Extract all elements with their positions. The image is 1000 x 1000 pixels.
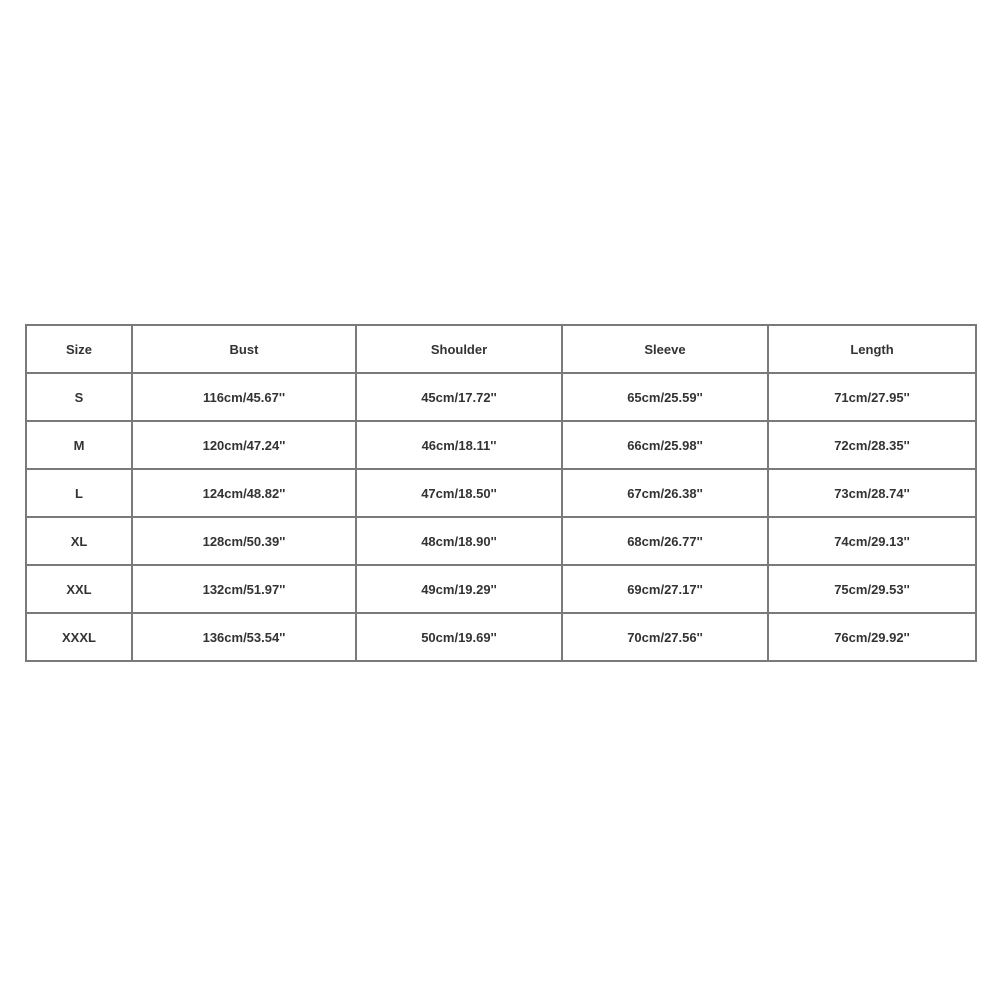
length-cell: 72cm/28.35'' xyxy=(768,421,976,469)
length-cell: 76cm/29.92'' xyxy=(768,613,976,661)
bust-cell: 136cm/53.54'' xyxy=(132,613,356,661)
sleeve-cell: 66cm/25.98'' xyxy=(562,421,768,469)
table-row xyxy=(26,421,976,469)
header-cell-length: Length xyxy=(768,325,976,373)
bust-cell: 132cm/51.97'' xyxy=(132,565,356,613)
header-cell-bust: Bust xyxy=(132,325,356,373)
length-cell: 74cm/29.13'' xyxy=(768,517,976,565)
size-cell: L xyxy=(26,469,132,517)
size-cell: M xyxy=(26,421,132,469)
shoulder-cell: 45cm/17.72'' xyxy=(356,373,562,421)
sleeve-cell: 69cm/27.17'' xyxy=(562,565,768,613)
size-cell: XXL xyxy=(26,565,132,613)
header-row xyxy=(26,325,976,373)
shoulder-cell: 49cm/19.29'' xyxy=(356,565,562,613)
size-cell: XXXL xyxy=(26,613,132,661)
table-row xyxy=(26,373,976,421)
size-cell: S xyxy=(26,373,132,421)
shoulder-cell: 46cm/18.11'' xyxy=(356,421,562,469)
size-chart-table xyxy=(25,324,977,662)
bust-cell: 116cm/45.67'' xyxy=(132,373,356,421)
shoulder-cell: 47cm/18.50'' xyxy=(356,469,562,517)
sleeve-cell: 68cm/26.77'' xyxy=(562,517,768,565)
shoulder-cell: 48cm/18.90'' xyxy=(356,517,562,565)
sleeve-cell: 65cm/25.59'' xyxy=(562,373,768,421)
bust-cell: 120cm/47.24'' xyxy=(132,421,356,469)
header-cell-shoulder: Shoulder xyxy=(356,325,562,373)
bust-cell: 124cm/48.82'' xyxy=(132,469,356,517)
length-cell: 71cm/27.95'' xyxy=(768,373,976,421)
size-cell: XL xyxy=(26,517,132,565)
bust-cell: 128cm/50.39'' xyxy=(132,517,356,565)
sleeve-cell: 67cm/26.38'' xyxy=(562,469,768,517)
length-cell: 75cm/29.53'' xyxy=(768,565,976,613)
header-cell-size: Size xyxy=(26,325,132,373)
sleeve-cell: 70cm/27.56'' xyxy=(562,613,768,661)
table-row xyxy=(26,613,976,661)
table-row xyxy=(26,565,976,613)
table-row xyxy=(26,469,976,517)
shoulder-cell: 50cm/19.69'' xyxy=(356,613,562,661)
header-cell-sleeve: Sleeve xyxy=(562,325,768,373)
table-row xyxy=(26,517,976,565)
length-cell: 73cm/28.74'' xyxy=(768,469,976,517)
